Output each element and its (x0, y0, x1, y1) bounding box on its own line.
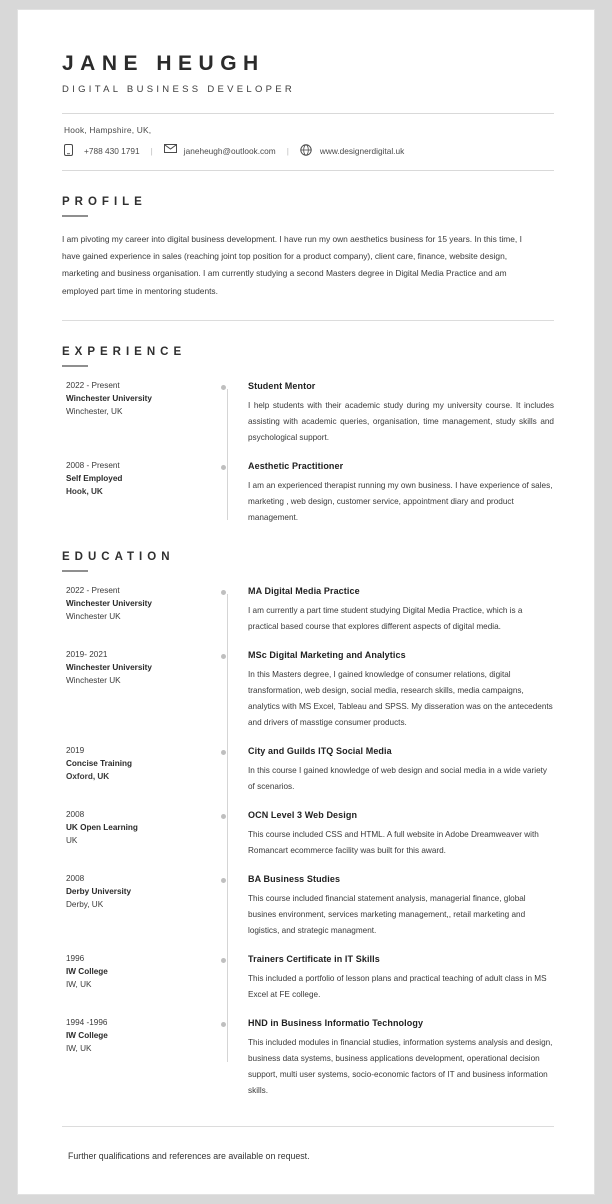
entry-location: IW, UK (66, 1043, 92, 1053)
entry-organisation: UK Open Learning (66, 822, 138, 832)
entry-body (242, 586, 554, 635)
entry-description: I am currently a part time student studying Digital Media Practice, which is a practical based course that explores different aspects of digital media. (248, 605, 523, 631)
entry-dates: 2008 (66, 873, 85, 883)
entry-location: Oxford, UK (66, 771, 110, 781)
entry-role: MA Digital Media Practice (248, 585, 360, 596)
entry-meta (62, 650, 212, 731)
entry-body (242, 650, 554, 731)
profile-heading-underline (62, 215, 88, 217)
entry-role: Student Mentor (248, 380, 316, 391)
timeline-dot-icon (221, 590, 226, 595)
education-entry (62, 954, 554, 1003)
entry-body (242, 381, 554, 446)
entry-location: Hook, UK (66, 486, 103, 496)
entry-organisation: Concise Training (66, 758, 132, 768)
entry-description: In this course I gained knowledge of web design and social media in a wide variety of scenarios. (248, 765, 548, 791)
resume-page (17, 9, 595, 1195)
entry-body (242, 810, 554, 859)
entry-organisation: Winchester University (66, 598, 152, 608)
timeline-dot-icon (221, 1022, 226, 1027)
entry-role: HND in Business Informatio Technology (248, 1017, 424, 1028)
timeline-marker (212, 746, 242, 795)
profile-section-divider (62, 320, 554, 321)
website-url[interactable]: www.designerdigital.uk (319, 145, 405, 156)
education-entry (62, 586, 554, 635)
entry-description: I help students with their academic study during my university course. It includes assisting with academic queries, organisation, time management, study skills and psychological support. (248, 400, 554, 442)
experience-entry (62, 381, 554, 446)
entry-meta (62, 381, 212, 446)
education-section (62, 551, 554, 1099)
entry-location: Winchester, UK (66, 406, 123, 416)
entry-body (242, 1018, 554, 1099)
entry-dates: 2008 - Present (66, 460, 120, 470)
entry-organisation: Winchester University (66, 662, 152, 672)
website-contact (300, 144, 404, 157)
entry-organisation: Self Employed (66, 473, 123, 483)
location-text: Hook, Hampshire, UK, (64, 125, 152, 135)
entry-location: IW, UK (66, 979, 92, 989)
experience-section (62, 346, 554, 526)
entry-meta (62, 461, 212, 526)
contact-separator-1: | (150, 145, 153, 156)
education-heading: EDUCATION (62, 550, 175, 563)
timeline-marker (212, 1018, 242, 1099)
contact-separator-2: | (286, 145, 289, 156)
entry-dates: 1996 (66, 953, 85, 963)
entry-organisation: Derby University (66, 886, 132, 896)
timeline-dot-icon (221, 750, 226, 755)
timeline-marker (212, 650, 242, 731)
timeline-dot-icon (221, 958, 226, 963)
entry-dates: 2019 (66, 745, 85, 755)
entry-body (242, 954, 554, 1003)
profile-heading: PROFILE (62, 196, 147, 208)
entry-role: BA Business Studies (248, 873, 341, 884)
entry-dates: 2022 - Present (66, 380, 120, 390)
timeline-marker (212, 381, 242, 446)
entry-dates: 2008 (66, 809, 85, 819)
education-heading-underline (62, 570, 88, 572)
entry-meta (62, 874, 212, 939)
header (62, 52, 554, 171)
entry-dates: 2022 - Present (66, 585, 120, 595)
entry-description: I am an experienced therapist running my own business. I have experience of sales, marketing , web design, customer service, appointment diary and product management. (248, 480, 553, 522)
timeline-dot-icon (221, 814, 226, 819)
entry-meta (62, 586, 212, 635)
entry-meta (62, 1018, 212, 1099)
job-subtitle: DIGITAL BUSINESS DEVELOPER (62, 84, 296, 95)
education-entry (62, 650, 554, 731)
entry-organisation: Winchester University (66, 393, 152, 403)
profile-section (62, 196, 554, 300)
entry-dates: 2019- 2021 (66, 649, 108, 659)
timeline-marker (212, 954, 242, 1003)
contact-row (64, 144, 554, 157)
entry-body (242, 874, 554, 939)
education-entry (62, 1018, 554, 1099)
entry-meta (62, 810, 212, 859)
education-entry (62, 746, 554, 795)
phone-icon (64, 144, 77, 157)
timeline-marker (212, 586, 242, 635)
entry-role: OCN Level 3 Web Design (248, 809, 358, 820)
entry-description: In this Masters degree, I gained knowledge of consumer relations, digital transformation, web design, social media, research skills, media campaigns, analytics with MS Excel, Tableau and SPSS. My disseration was on the antecedents and drivers of masstige consumer products. (248, 669, 553, 727)
profile-text: I am pivoting my career into digital business development. I have run my own aesthetics business for 15 years. In this time, I have gained experience in sales (reaching joint top position for a product company), client care, finance, website design, marketing and business organisation. I am currently studying a second Masters degree in Digital Media Practice and am employed part time in mentoring students. (62, 234, 522, 296)
timeline-marker (212, 461, 242, 526)
timeline-dot-icon (221, 654, 226, 659)
email-address[interactable]: janeheugh@outlook.com (183, 145, 276, 156)
entry-description: This course included financial statement analysis, managerial finance, global busines environment, services marketing management,, retail marketing and logistics, and strategic managment. (248, 893, 526, 935)
entry-role: MSc Digital Marketing and Analytics (248, 649, 406, 660)
entry-location: Derby, UK (66, 899, 104, 909)
contact-divider (62, 170, 554, 171)
entry-role: City and Guilds ITQ Social Media (248, 745, 392, 756)
entry-organisation: IW College (66, 966, 108, 976)
page-title: JANE HEUGH (62, 52, 265, 75)
entry-meta (62, 954, 212, 1003)
timeline-marker (212, 810, 242, 859)
footer-divider (62, 1126, 554, 1127)
entry-description: This course included CSS and HTML. A full website in Adobe Dreamweaver with Romancart ecommerce facility was built for this award. (248, 829, 539, 855)
phone-number: +788 430 1791 (84, 145, 140, 156)
entry-role: Aesthetic Practitioner (248, 460, 344, 471)
entry-location: Winchester UK (66, 675, 121, 685)
experience-entries (62, 381, 554, 526)
entry-meta (62, 746, 212, 795)
education-entry (62, 810, 554, 859)
entry-description: This included a portfolio of lesson plans and practical teaching of adult class in MS Excel at FE college. (248, 973, 547, 999)
entry-body (242, 746, 554, 795)
entry-organisation: IW College (66, 1030, 108, 1040)
experience-entry (62, 461, 554, 526)
experience-heading-underline (62, 365, 88, 367)
entry-role: Trainers Certificate in IT Skills (248, 953, 380, 964)
timeline-marker (212, 874, 242, 939)
footer-note: Further qualifications and references are available on request. (68, 1151, 310, 1162)
timeline-dot-icon (221, 465, 226, 470)
education-entries (62, 586, 554, 1099)
envelope-icon (164, 144, 177, 157)
timeline-dot-icon (221, 385, 226, 390)
entry-location: Winchester UK (66, 611, 121, 621)
entry-description: This included modules in financial studies, information systems analysis and design, business data systems, business applications development, operational decision support, multi user systems, socio-economic factors of IT and business information skills. (248, 1037, 553, 1095)
globe-icon (300, 144, 313, 157)
header-divider (62, 113, 554, 114)
timeline-dot-icon (221, 878, 226, 883)
phone-contact (64, 144, 140, 157)
entry-location: UK (66, 835, 78, 845)
email-contact (164, 144, 276, 157)
entry-dates: 1994 -1996 (66, 1017, 108, 1027)
education-entry (62, 874, 554, 939)
entry-body (242, 461, 554, 526)
experience-heading: EXPERIENCE (62, 345, 187, 358)
